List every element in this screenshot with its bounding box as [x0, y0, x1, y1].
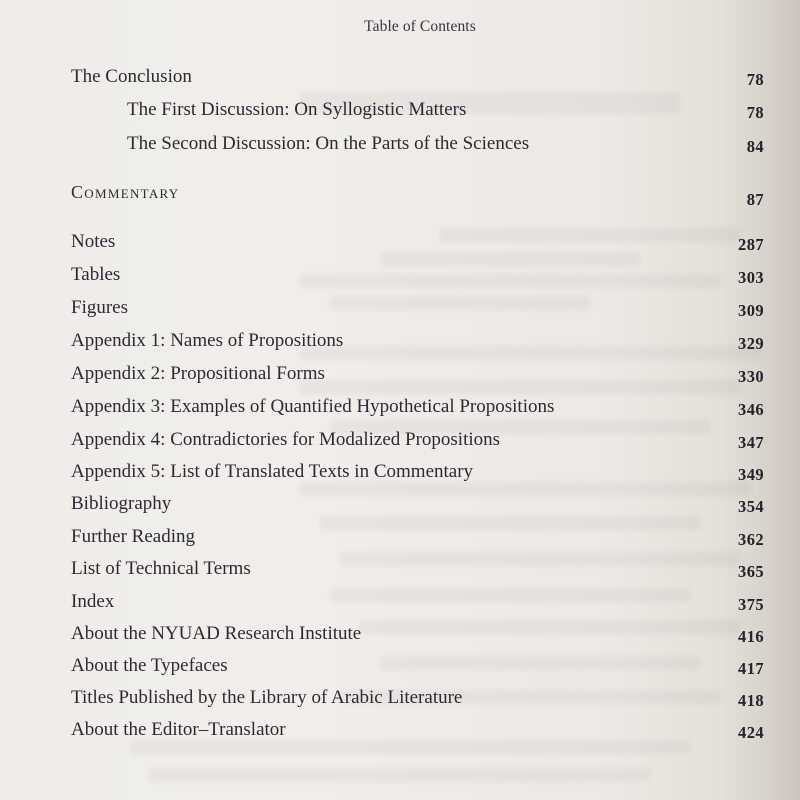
toc-entry: [0, 363, 800, 389]
toc-entry: [0, 719, 800, 745]
toc-page-number: 347: [738, 433, 764, 452]
toc-entry: [0, 133, 800, 159]
running-head: Table of Contents: [364, 18, 476, 35]
toc-entry: [0, 297, 800, 323]
toc-page-number: 309: [738, 301, 764, 320]
toc-entry: [0, 655, 800, 681]
toc-page-number: 349: [738, 465, 764, 484]
toc-page-number: 330: [738, 367, 764, 386]
toc-page-number: 424: [738, 723, 764, 742]
toc-entry-title: Index: [71, 591, 115, 612]
toc-entry-title: Tables: [71, 264, 121, 285]
toc-entry: [0, 558, 800, 584]
toc-page-number: 417: [738, 659, 764, 678]
toc-entry-title: About the Typefaces: [71, 655, 228, 676]
toc-page-number: 418: [738, 691, 764, 710]
toc-entry: [0, 623, 800, 649]
toc-page-number: 78: [746, 103, 764, 122]
toc-entry: [0, 493, 800, 519]
toc-entry-title: Appendix 3: Examples of Quantified Hypothetical Propositions: [71, 396, 555, 417]
toc-entry: [0, 231, 800, 257]
toc-entry-title: Appendix 5: List of Translated Texts in Commentary: [71, 461, 474, 482]
toc-entry-title: The First Discussion: On Syllogistic Matters: [127, 99, 467, 120]
toc-page-number: 78: [746, 70, 764, 89]
toc-page-number: 416: [738, 627, 764, 646]
toc-page-number: 303: [738, 268, 764, 287]
toc-entry: [0, 429, 800, 455]
toc-entry: [0, 99, 800, 125]
toc-page-number: 365: [738, 562, 764, 581]
toc-page-number: 346: [738, 400, 764, 419]
toc-entry: [0, 182, 800, 208]
toc-page-number: 84: [746, 137, 764, 156]
toc-entry: [0, 687, 800, 713]
toc-entry: [0, 526, 800, 552]
toc-entry-title: The Conclusion: [71, 66, 192, 87]
toc-page-number: 375: [738, 595, 764, 614]
toc-page-number: 287: [738, 235, 764, 254]
toc-entry-title: Further Reading: [71, 526, 196, 547]
toc-entry-title: Figures: [71, 297, 128, 318]
toc-entry-title: Notes: [71, 231, 116, 252]
toc-entry: [0, 591, 800, 617]
toc-entry-title: Appendix 4: Contradictories for Modalized Propositions: [71, 429, 501, 450]
toc-entry-title: Bibliography: [71, 493, 172, 514]
toc-entry: [0, 396, 800, 422]
toc-entry: [0, 66, 800, 92]
toc-entry: [0, 330, 800, 356]
toc-entry-title: Appendix 1: Names of Propositions: [71, 330, 344, 351]
toc-entry-title: About the NYUAD Research Institute: [71, 623, 362, 644]
toc-entry: [0, 461, 800, 487]
toc-page-number: 362: [738, 530, 764, 549]
toc-entry-title: Appendix 2: Propositional Forms: [71, 363, 325, 384]
toc-page-number: 87: [746, 190, 764, 209]
toc-page-number: 354: [738, 497, 764, 516]
toc-entry-title: The Second Discussion: On the Parts of the Sciences: [127, 133, 530, 154]
toc-entry-title: List of Technical Terms: [71, 558, 251, 579]
toc-section-heading: Commentary: [71, 182, 180, 202]
toc-page-number: 329: [738, 334, 764, 353]
toc-entry-title: Titles Published by the Library of Arabic Literature: [71, 687, 463, 708]
toc-entry-title: About the Editor–Translator: [71, 719, 286, 740]
toc-entry: [0, 264, 800, 290]
